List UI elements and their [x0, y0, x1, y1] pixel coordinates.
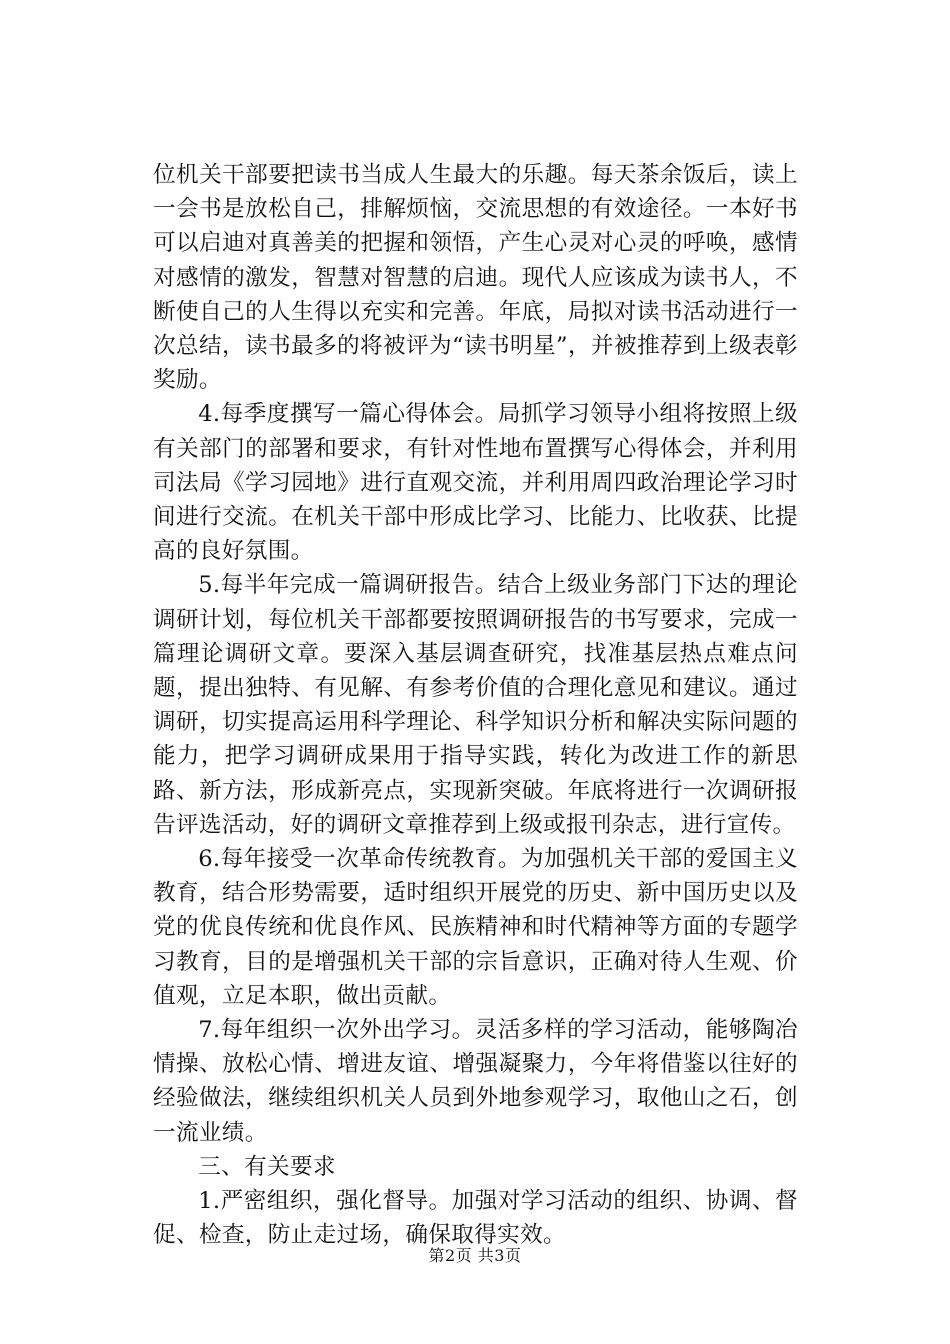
document-body: [153, 158, 798, 1253]
paragraph-item-5-research-report: 5.每半年完成一篇调研报告。结合上级业务部门下达的理论调研计划，每位机关干部都要按照调研报告的书写要求，完成一篇理论调研文章。要深入基层调查研究，找准基层热点难点问题，提出独特、有见解、有参考价值的合理化意见和建议。通过调研，切实提高运用科学理论、科学知识分析和解决实际问题的能力，把学习调研成果用于指导实践，转化为改进工作的新思路、新方法，形成新亮点，实现新突破。年底将进行一次调研报告评选活动，好的调研文章推荐到上级或报刊杂志，进行宣传。: [153, 572, 798, 838]
paragraph-reading-continuation: 位机关干部要把读书当成人生最大的乐趣。每天茶余饭后，读上一会书是放松自己，排解烦恼，交流思想的有效途径。一本好书可以启迪对真善美的把握和领悟，产生心灵对心灵的呼唤，感情对感情的激发，智慧对智慧的启迪。现代人应该成为读书人，不断使自己的人生得以充实和完善。年底，局拟对读书活动进行一次总结，读书最多的将被评为“读书明星”，并被推荐到上级表彰奖励。: [153, 162, 798, 394]
paragraph-item-7-field-study: 7.每年组织一次外出学习。灵活多样的学习活动，能够陶冶情操、放松心情、增进友谊、增强凝聚力，今年将借鉴以往好的经验做法，继续组织机关人员到外地参观学习，取他山之石，创一流业绩。: [153, 1017, 798, 1146]
paragraph-requirement-1: 1.严密组织，强化督导。加强对学习活动的组织、协调、督促、检查，防止走过场，确保取得实效。: [153, 1188, 798, 1249]
page-number-footer: 第2页 共3页: [428, 1246, 522, 1265]
section-heading-requirements: 三、有关要求: [198, 1153, 336, 1180]
paragraph-item-4-reflections: 4.每季度撰写一篇心得体会。局抓学习领导小组将按照上级有关部门的部署和要求，有针对性地布置撰写心得体会，并利用司法局《学习园地》进行直观交流，并利用周四政治理论学习时间进行交流。在机关干部中形成比学习、比能力、比收获、比提高的良好氛围。: [153, 401, 798, 565]
paragraph-item-6-revolutionary-education: 6.每年接受一次革命传统教育。为加强机关干部的爱国主义教育，结合形势需要，适时组织开展党的历史、新中国历史以及党的优良传统和优良作风、民族精神和时代精神等方面的专题学习教育，目的是增强机关干部的宗旨意识，正确对待人生观、价值观，立足本职，做出贡献。: [153, 846, 798, 1009]
